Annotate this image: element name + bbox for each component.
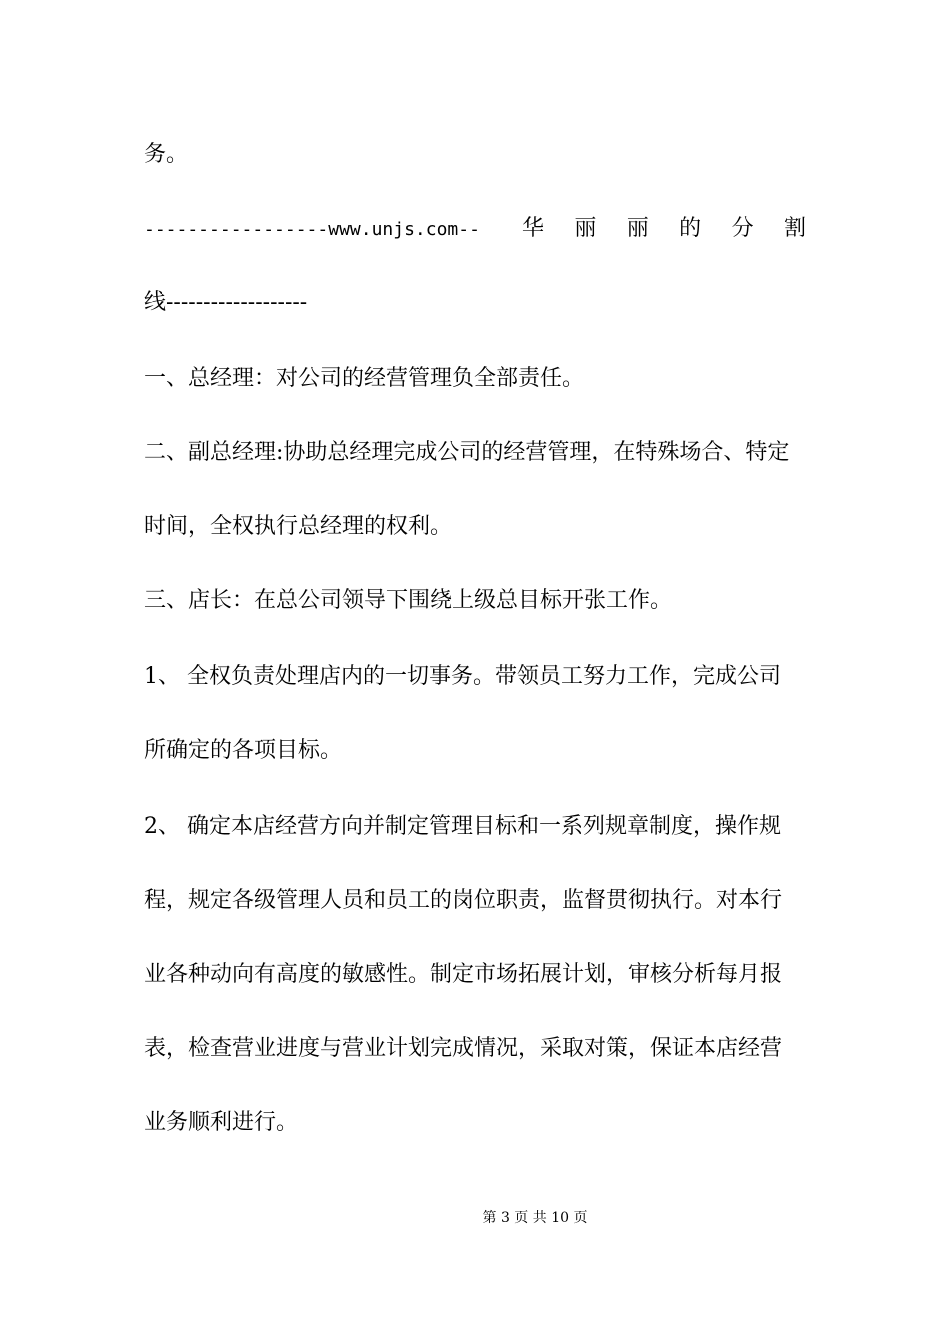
divider-line	[144, 214, 806, 245]
text-line-9: 2、 确定本店经营方向并制定管理目标和一系列规章制度，操作规	[144, 814, 781, 839]
divider-char: 分	[731, 216, 754, 241]
divider-char: 华	[522, 216, 545, 241]
text-line-3: 一、总经理：对公司的经营管理负全部责任。	[144, 366, 585, 391]
divider-chars	[522, 214, 806, 244]
text-line-6: 三、店长：在总公司领导下围绕上级总目标开张工作。	[144, 588, 673, 613]
divider-char: 的	[679, 216, 702, 241]
text-line-8: 所确定的各项目标。	[144, 738, 343, 763]
divider-char: 丽	[574, 216, 597, 241]
text-line-5: 时间，全权执行总经理的权利。	[144, 514, 453, 539]
divider-char: 割	[783, 216, 806, 241]
text-line-10: 程，规定各级管理人员和员工的岗位职责，监督贯彻执行。对本行	[144, 888, 783, 913]
text-line-12: 表，检查营业进度与营业计划完成情况，采取对策，保证本店经营	[144, 1036, 783, 1061]
divider-char: 丽	[626, 216, 649, 241]
text-line-1: 务。	[144, 142, 189, 167]
text-line-13: 业务顺利进行。	[144, 1110, 299, 1135]
text-line-11: 业各种动向有高度的敏感性。制定市场拓展计划，审核分析每月报	[144, 962, 783, 987]
text-line-4: 二、副总经理:协助总经理完成公司的经营管理，在特殊场合、特定	[144, 440, 790, 465]
text-line-7: 1、 全权负责处理店内的一切事务。带领员工努力工作，完成公司	[144, 664, 781, 689]
divider-prefix: -----------------www.unjs.com--	[144, 219, 480, 240]
page-footer: 第 3 页 共 10 页	[482, 1210, 588, 1226]
text-line-2: 线-------------------	[144, 290, 308, 315]
